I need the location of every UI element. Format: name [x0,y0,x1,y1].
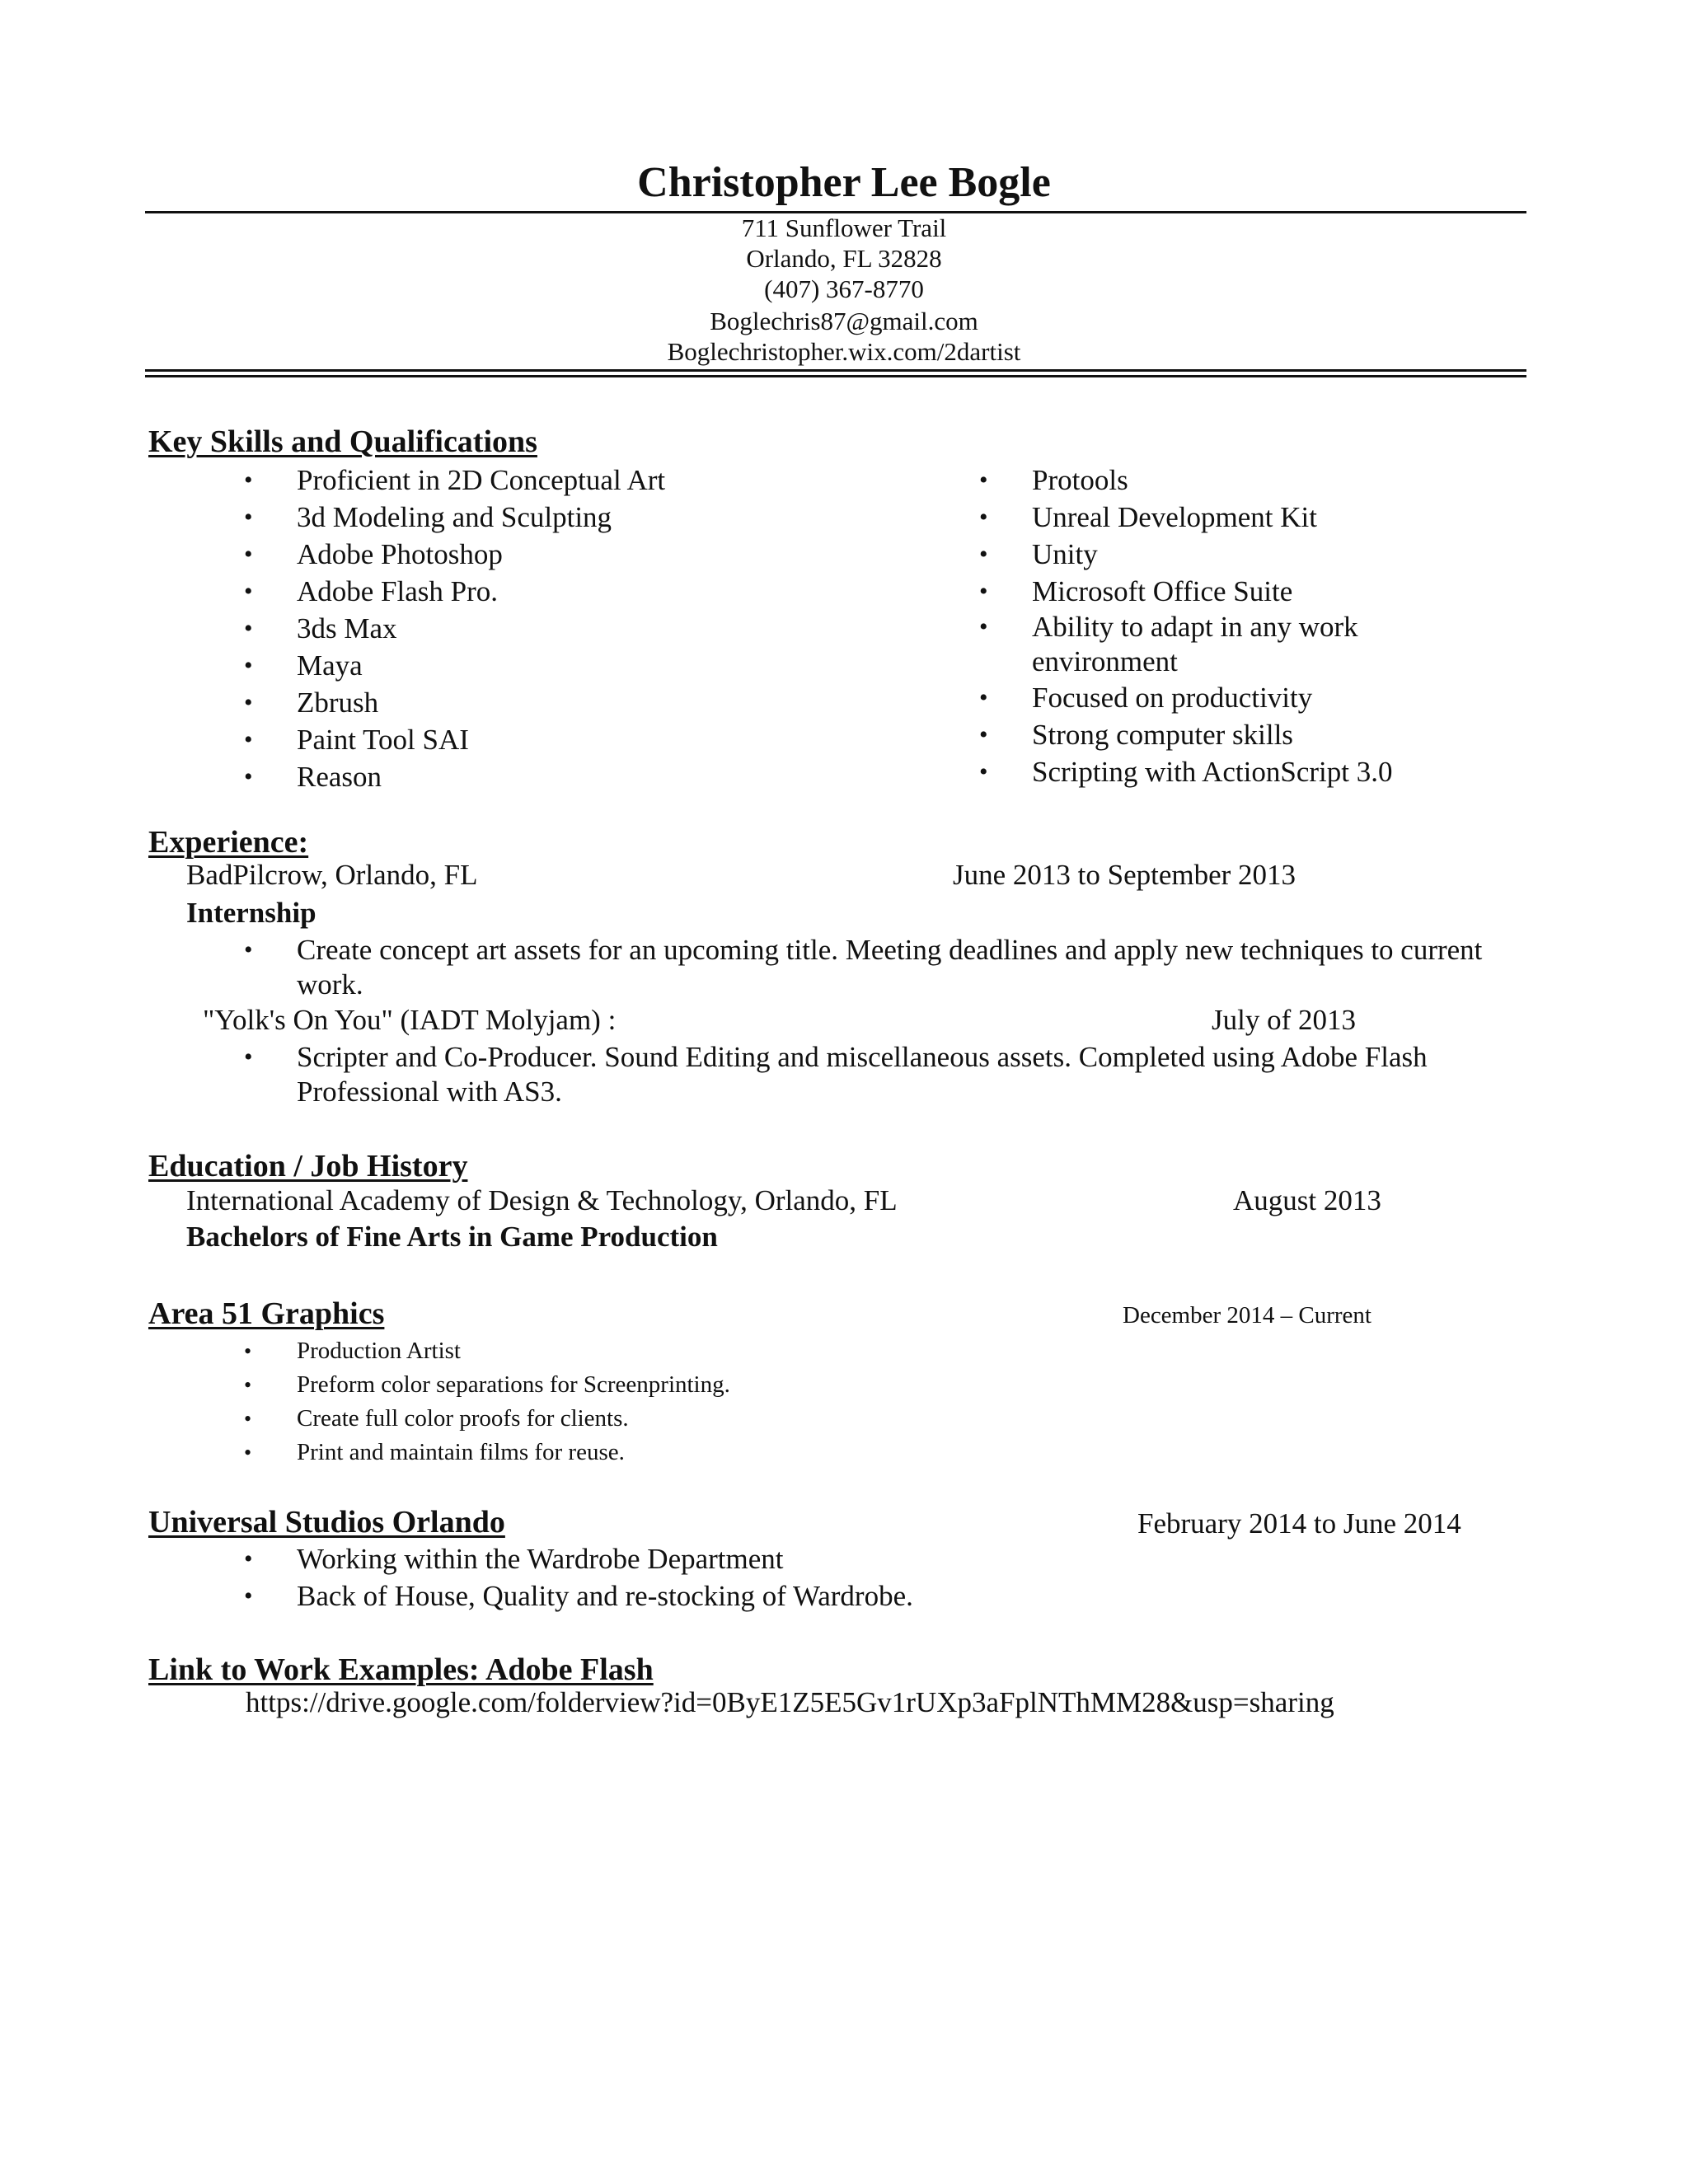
bullet-icon: • [979,504,988,531]
list-item: • Back of House, Quality and re-stocking of Wardrobe. [244,1577,1315,1615]
education-heading: Education / Job History [148,1149,468,1183]
list-item: • Ability to adapt in any work environment [979,611,1358,677]
bullet-icon: • [244,1373,252,1397]
list-item: • Adobe Photoshop [244,536,755,573]
list-item: • Scripter and Co-Producer. Sound Editing and miscellaneous assets. Completed using Adobe Flash Professional with AS3. [244,1041,1428,1108]
bullet-icon: • [244,541,253,568]
address-line-2: Orlando, FL 32828 [746,244,942,273]
skills-heading: Key Skills and Qualifications [148,424,537,459]
address-line-1: 711 Sunflower Trail [741,213,947,242]
bullet-icon: • [244,652,253,679]
list-item: • Scripting with ActionScript 3.0 [979,753,1441,790]
bullet-icon: • [244,936,253,963]
job2-organization: "Yolk's On You" (IADT Molyjam) : [203,1004,617,1036]
list-item: • Preform color separations for Screenprinting. [244,1368,1315,1402]
job1-role: Internship [186,897,316,929]
area51-dates: December 2014 – Current [1123,1302,1372,1329]
list-item: • Focused on productivity [979,679,1441,716]
list-item: • Working within the Wardrobe Department [244,1540,1315,1577]
bullet-icon: • [979,466,988,494]
bullet-icon: • [244,1441,252,1465]
list-item: • 3d Modeling and Sculpting [244,499,755,536]
graduation-date: August 2013 [1233,1184,1381,1216]
experience-heading: Experience: [148,825,309,860]
list-item: • Microsoft Office Suite [979,573,1441,610]
job1-organization: BadPilcrow, Orlando, FL [186,859,478,891]
list-item: • Print and maintain films for reuse. [244,1436,1315,1469]
area51-bullets [244,1334,1315,1469]
list-item: • Strong computer skills [979,716,1441,753]
universal-dates: February 2014 to June 2014 [1137,1507,1461,1540]
bullet-icon: • [244,689,253,716]
bullet-icon: • [244,1407,252,1431]
job1-dates: June 2013 to September 2013 [953,859,1296,891]
list-item: • Paint Tool SAI [244,721,755,758]
work-link-heading: Link to Work Examples: Adobe Flash [148,1652,654,1687]
email-address: Boglechris87@gmail.com [710,307,978,335]
bullet-icon: • [244,466,253,494]
universal-bullets [244,1540,1315,1615]
job2-dates: July of 2013 [1212,1004,1356,1036]
school-name: International Academy of Design & Technology, Orlando, FL [186,1184,898,1216]
bullet-icon: • [244,1545,253,1572]
skills-list-left [244,462,755,795]
list-item: • Reason [244,758,755,795]
list-item: • Unity [979,536,1441,573]
bullet-icon: • [979,758,988,785]
job1-bullets [244,933,1505,1002]
list-item: • Proficient in 2D Conceptual Art [244,462,755,499]
bullet-icon: • [244,615,253,642]
header-double-rule [145,369,1526,377]
list-item: • Maya [244,647,755,684]
bullet-icon: • [244,763,253,790]
job2-bullets [244,1040,1505,1109]
bullet-icon: • [244,726,253,753]
bullet-icon: • [979,721,988,748]
bullet-icon: • [244,1043,253,1071]
list-item: • Create concept art assets for an upcoming title. Meeting deadlines and apply new techniques to current work. [244,934,1483,1001]
list-item: • 3ds Max [244,610,755,647]
bullet-icon: • [979,684,988,711]
list-item: • Create full color proofs for clients. [244,1402,1315,1436]
phone-number: (407) 367-8770 [764,274,924,303]
list-item: • Production Artist [244,1334,1315,1368]
resume-name: Christopher Lee Bogle [637,159,1051,206]
list-item: • Zbrush [244,684,755,721]
bullet-icon: • [979,578,988,605]
work-link-url[interactable]: https://drive.google.com/folderview?id=0ByE1Z5E5Gv1rUXp3aFplNThMM28&usp=sharing [246,1686,1334,1718]
degree-title: Bachelors of Fine Arts in Game Production [186,1221,718,1253]
list-item: • Protools [979,462,1441,499]
area51-heading: Area 51 Graphics [148,1296,385,1331]
list-item: • Adobe Flash Pro. [244,573,755,610]
bullet-icon: • [244,1582,253,1610]
website-link: Boglechristopher.wix.com/2dartist [667,337,1021,366]
universal-heading: Universal Studios Orlando [148,1505,505,1540]
bullet-icon: • [979,613,988,640]
list-item: • Unreal Development Kit [979,499,1441,536]
bullet-icon: • [244,504,253,531]
bullet-icon: • [244,1339,252,1363]
bullet-icon: • [244,578,253,605]
bullet-icon: • [979,541,988,568]
skills-list-right [979,462,1441,790]
